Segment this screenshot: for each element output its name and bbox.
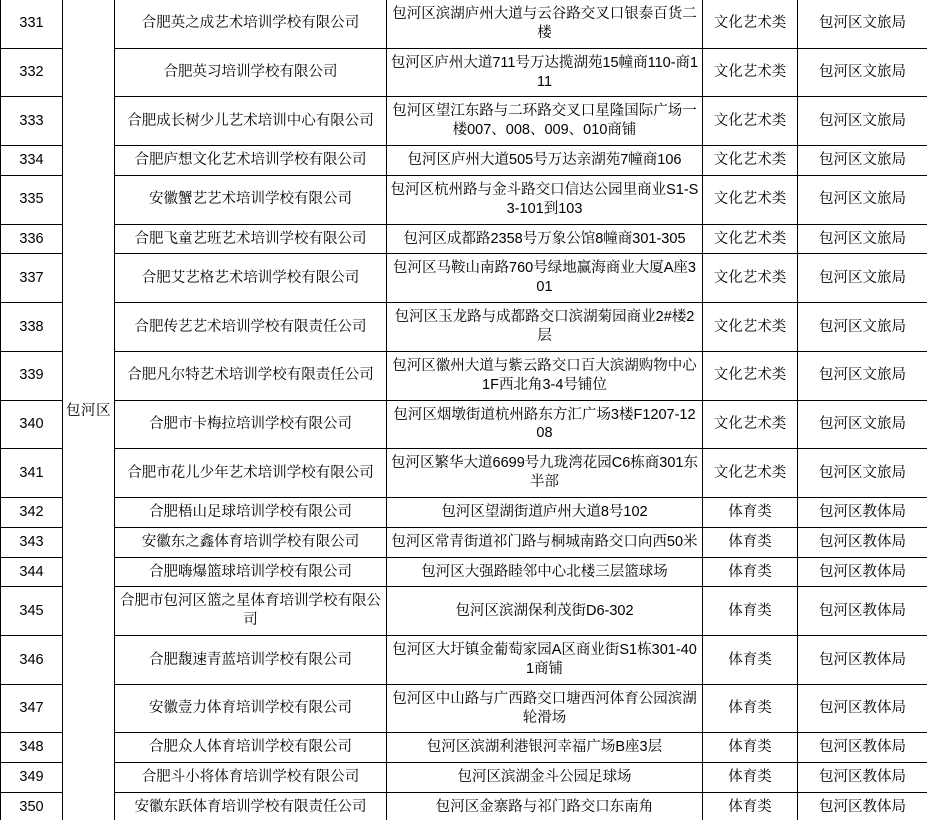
supervising-authority: 包河区文旅局	[798, 175, 927, 224]
table-row	[1, 587, 927, 636]
supervising-authority: 包河区文旅局	[798, 449, 927, 498]
institution-address: 包河区滨湖保利茂街D6-302	[387, 587, 703, 636]
institution-name: 安徽壹力体育培训学校有限公司	[115, 684, 387, 733]
table-row	[1, 497, 927, 527]
institution-category: 文化艺术类	[703, 351, 798, 400]
table-row	[1, 636, 927, 685]
supervising-authority: 包河区教体局	[798, 497, 927, 527]
row-index: 345	[1, 587, 63, 636]
supervising-authority: 包河区教体局	[798, 587, 927, 636]
supervising-authority: 包河区教体局	[798, 684, 927, 733]
institution-name: 合肥英之成艺术培训学校有限公司	[115, 0, 387, 48]
supervising-authority: 包河区教体局	[798, 636, 927, 685]
supervising-authority: 包河区文旅局	[798, 254, 927, 303]
table-row	[1, 0, 927, 48]
institution-name: 合肥市花儿少年艺术培训学校有限公司	[115, 449, 387, 498]
institution-name: 合肥市卡梅拉培训学校有限公司	[115, 400, 387, 449]
institution-category: 文化艺术类	[703, 97, 798, 146]
supervising-authority: 包河区文旅局	[798, 400, 927, 449]
institution-address: 包河区杭州路与金斗路交口信达公园里商业S1-S3-101到103	[387, 175, 703, 224]
row-index: 346	[1, 636, 63, 685]
row-index: 334	[1, 146, 63, 176]
institution-name: 合肥嗨爆篮球培训学校有限公司	[115, 557, 387, 587]
row-index: 349	[1, 763, 63, 793]
institution-address: 包河区滨湖金斗公园足球场	[387, 763, 703, 793]
institution-category: 体育类	[703, 733, 798, 763]
table-row	[1, 303, 927, 352]
table-row	[1, 48, 927, 97]
table-row	[1, 351, 927, 400]
institution-name: 合肥艾艺格艺术培训学校有限公司	[115, 254, 387, 303]
institution-category: 文化艺术类	[703, 254, 798, 303]
table-row	[1, 146, 927, 176]
table-row	[1, 733, 927, 763]
row-index: 336	[1, 224, 63, 254]
supervising-authority: 包河区教体局	[798, 527, 927, 557]
institution-category: 文化艺术类	[703, 224, 798, 254]
supervising-authority: 包河区文旅局	[798, 351, 927, 400]
institution-name: 合肥英习培训学校有限公司	[115, 48, 387, 97]
row-index: 343	[1, 527, 63, 557]
row-index: 339	[1, 351, 63, 400]
institution-name: 合肥凡尔特艺术培训学校有限责任公司	[115, 351, 387, 400]
institution-address: 包河区滨湖庐州大道与云谷路交叉口银泰百货二楼	[387, 0, 703, 48]
table-row	[1, 793, 927, 820]
institution-name: 合肥馥速青蓝培训学校有限公司	[115, 636, 387, 685]
institution-address: 包河区望江东路与二环路交叉口星隆国际广场一楼007、008、009、010商铺	[387, 97, 703, 146]
supervising-authority: 包河区教体局	[798, 733, 927, 763]
institution-address: 包河区徽州大道与紫云路交口百大滨湖购物中心1F西北角3-4号铺位	[387, 351, 703, 400]
row-index: 331	[1, 0, 63, 48]
supervising-authority: 包河区文旅局	[798, 0, 927, 48]
row-index: 344	[1, 557, 63, 587]
institution-address: 包河区滨湖利港银河幸福广场B座3层	[387, 733, 703, 763]
institution-name: 合肥庐想文化艺术培训学校有限公司	[115, 146, 387, 176]
institution-name: 合肥梧山足球培训学校有限公司	[115, 497, 387, 527]
institution-category: 体育类	[703, 636, 798, 685]
institution-category: 文化艺术类	[703, 400, 798, 449]
row-index: 350	[1, 793, 63, 820]
institution-category: 体育类	[703, 763, 798, 793]
supervising-authority: 包河区文旅局	[798, 146, 927, 176]
institution-name: 合肥传艺艺术培训学校有限责任公司	[115, 303, 387, 352]
institution-address: 包河区庐州大道505号万达亲湖苑7幢商106	[387, 146, 703, 176]
supervising-authority: 包河区文旅局	[798, 48, 927, 97]
supervising-authority: 包河区教体局	[798, 557, 927, 587]
table-row	[1, 527, 927, 557]
institution-address: 包河区繁华大道6699号九珑湾花园C6栋商301东半部	[387, 449, 703, 498]
institution-category: 文化艺术类	[703, 0, 798, 48]
institution-name: 合肥众人体育培训学校有限公司	[115, 733, 387, 763]
row-index: 341	[1, 449, 63, 498]
institution-address: 包河区望湖街道庐州大道8号102	[387, 497, 703, 527]
institution-category: 体育类	[703, 497, 798, 527]
table-row	[1, 557, 927, 587]
institution-category: 文化艺术类	[703, 303, 798, 352]
institution-name: 合肥成长树少儿艺术培训中心有限公司	[115, 97, 387, 146]
institution-address: 包河区大圩镇金葡萄家园A区商业街S1栋301-401商铺	[387, 636, 703, 685]
row-index: 340	[1, 400, 63, 449]
institution-category: 体育类	[703, 527, 798, 557]
institution-address: 包河区烟墩街道杭州路东方汇广场3楼F1207-1208	[387, 400, 703, 449]
institution-category: 体育类	[703, 587, 798, 636]
institution-name: 安徽蟹艺艺术培训学校有限公司	[115, 175, 387, 224]
institution-category: 文化艺术类	[703, 175, 798, 224]
district-cell: 包河区	[63, 0, 115, 820]
institution-category: 文化艺术类	[703, 146, 798, 176]
institution-category: 文化艺术类	[703, 48, 798, 97]
institution-category: 文化艺术类	[703, 449, 798, 498]
table-row	[1, 224, 927, 254]
supervising-authority: 包河区文旅局	[798, 303, 927, 352]
institution-name: 合肥斗小将体育培训学校有限公司	[115, 763, 387, 793]
institution-address: 包河区庐州大道711号万达揽湖苑15幢商110-商111	[387, 48, 703, 97]
row-index: 347	[1, 684, 63, 733]
institution-address: 包河区金寨路与祁门路交口东南角	[387, 793, 703, 820]
institution-address: 包河区马鞍山南路760号绿地赢海商业大厦A座301	[387, 254, 703, 303]
row-index: 337	[1, 254, 63, 303]
row-index: 333	[1, 97, 63, 146]
institution-address: 包河区中山路与广西路交口塘西河体育公园滨湖轮滑场	[387, 684, 703, 733]
institution-name: 合肥飞童艺班艺术培训学校有限公司	[115, 224, 387, 254]
institution-category: 体育类	[703, 793, 798, 820]
table-row	[1, 684, 927, 733]
table-body	[1, 0, 927, 820]
institution-address: 包河区大强路睦邻中心北楼三层篮球场	[387, 557, 703, 587]
supervising-authority: 包河区教体局	[798, 763, 927, 793]
institution-address: 包河区成都路2358号万象公馆8幢商301-305	[387, 224, 703, 254]
table-row	[1, 254, 927, 303]
table-row	[1, 175, 927, 224]
institution-name: 安徽东之鑫体育培训学校有限公司	[115, 527, 387, 557]
supervising-authority: 包河区教体局	[798, 793, 927, 820]
row-index: 348	[1, 733, 63, 763]
institution-address: 包河区常青街道祁门路与桐城南路交口向西50米	[387, 527, 703, 557]
row-index: 338	[1, 303, 63, 352]
row-index: 335	[1, 175, 63, 224]
supervising-authority: 包河区文旅局	[798, 97, 927, 146]
row-index: 332	[1, 48, 63, 97]
institution-name: 安徽东跃体育培训学校有限责任公司	[115, 793, 387, 820]
row-index: 342	[1, 497, 63, 527]
table-row	[1, 763, 927, 793]
table-row	[1, 400, 927, 449]
institution-category: 体育类	[703, 684, 798, 733]
table-row	[1, 97, 927, 146]
institution-name: 合肥市包河区篮之星体育培训学校有限公司	[115, 587, 387, 636]
institution-address: 包河区玉龙路与成都路交口滨湖菊园商业2#楼2层	[387, 303, 703, 352]
table-row	[1, 449, 927, 498]
institution-category: 体育类	[703, 557, 798, 587]
supervising-authority: 包河区文旅局	[798, 224, 927, 254]
